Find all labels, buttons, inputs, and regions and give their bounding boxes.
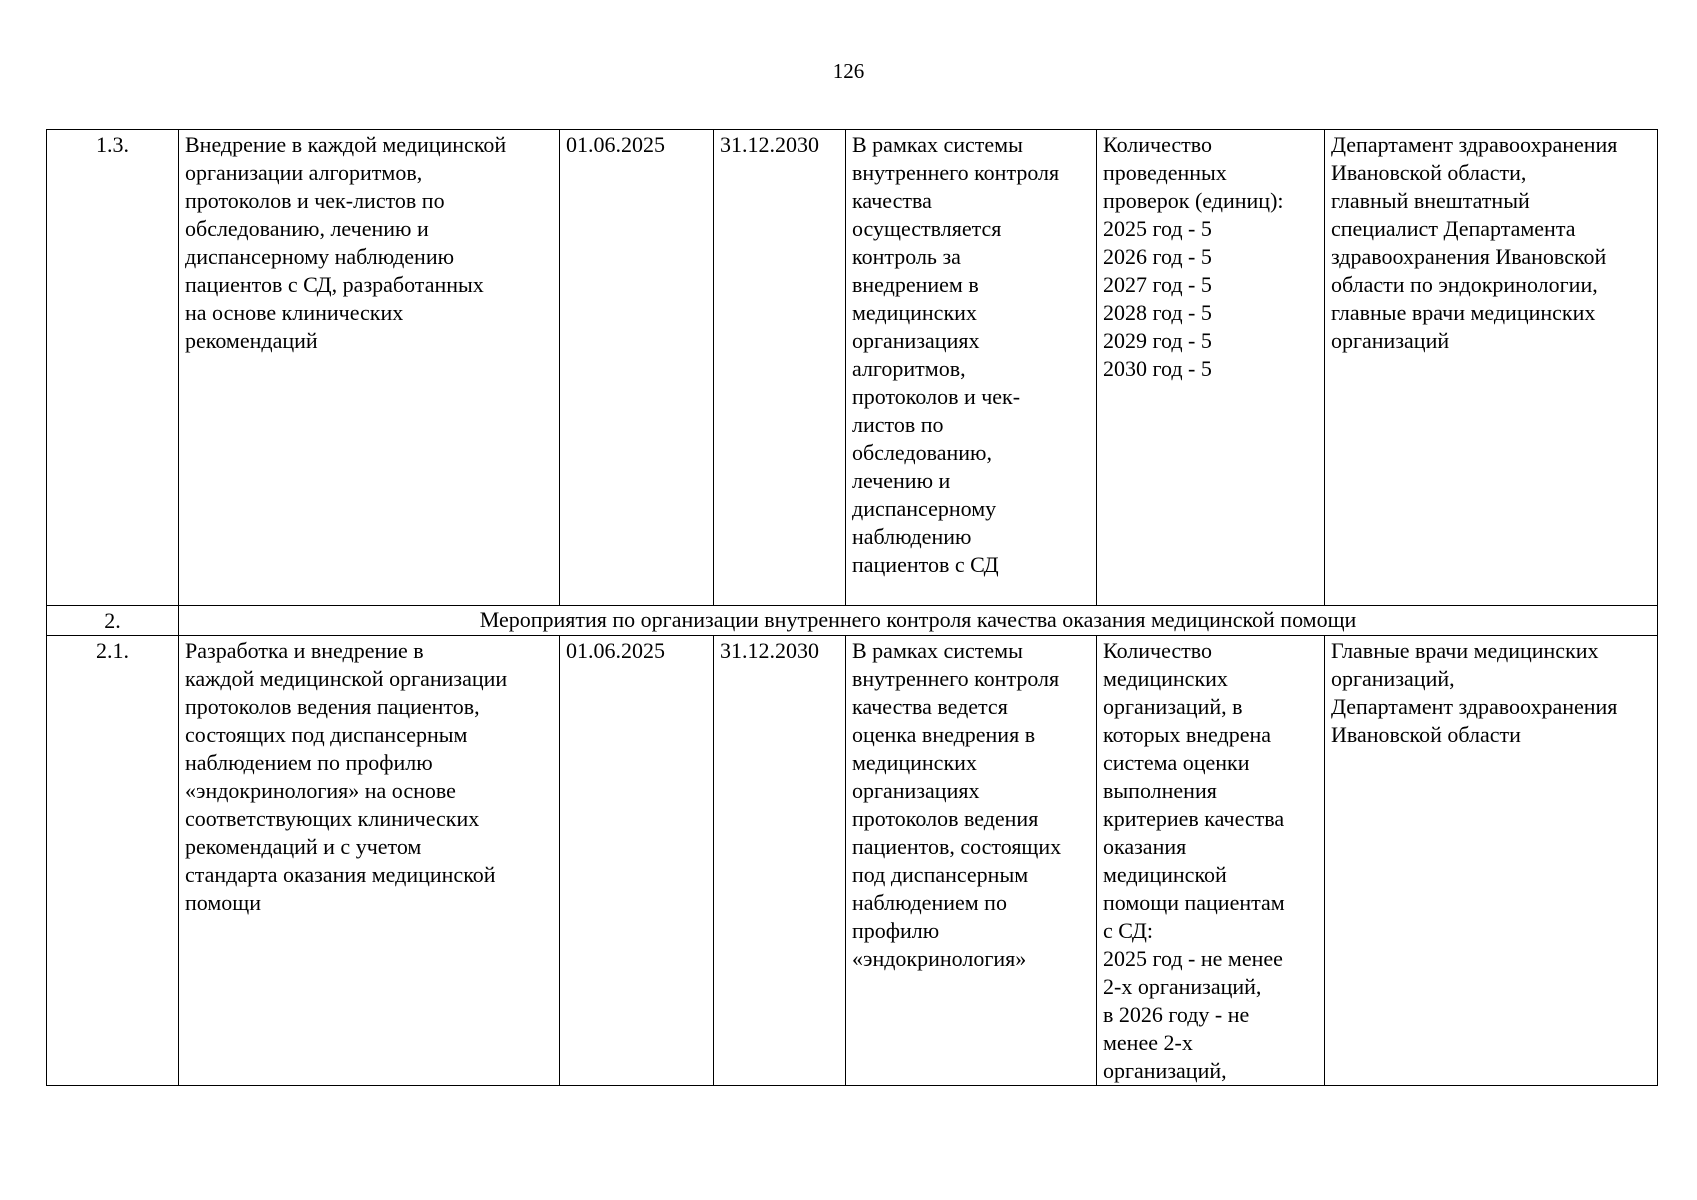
section-row [47,606,1658,636]
start-date-cell: 01.06.2025 [560,636,714,1086]
table-row [47,636,1658,1086]
action-plan-table [46,129,1658,1086]
indicator-cell: Количество проведенных проверок (единиц): 2025 год - 5 2026 год - 5 2027 год - 5 2028 год - 5 2029 год - 5 2030 год - 5 [1097,130,1325,606]
description-cell: В рамках системы внутреннего контроля качества ведется оценка внедрения в медицинских организациях протоколов ведения пациентов, состоящих под диспансерным наблюдением по профилю «эндокринология» [846,636,1097,1086]
activity-cell: Внедрение в каждой медицинской организации алгоритмов, протоколов и чек-листов по обследованию, лечению и диспансерному наблюдению пациентов с СД, разработанных на основе клинических рекомендаций [179,130,560,606]
section-title: Мероприятия по организации внутреннего контроля качества оказания медицинской помощи [179,606,1658,636]
item-number: 2.1. [47,636,179,1086]
responsible-cell: Департамент здравоохранения Ивановской области, главный внештатный специалист Департамента здравоохранения Ивановской области по эндокринологии, главные врачи медицинских организаций [1325,130,1658,606]
item-number: 1.3. [47,130,179,606]
end-date-cell: 31.12.2030 [714,636,846,1086]
activity-cell: Разработка и внедрение в каждой медицинской организации протоколов ведения пациентов, состоящих под диспансерным наблюдением по профилю «эндокринология» на основе соответствующих клинических рекомендаций и с учетом стандарта оказания медицинской помощи [179,636,560,1086]
indicator-cell: Количество медицинских организаций, в которых внедрена система оценки выполнения критериев качества оказания медицинской помощи пациентам с СД: 2025 год - не менее 2-х организаций, в 2026 году - не менее 2-х организаций, [1097,636,1325,1086]
page-number: 126 [832,59,865,83]
table-row [47,130,1658,606]
end-date-cell: 31.12.2030 [714,130,846,606]
responsible-cell: Главные врачи медицинских организаций, Департамент здравоохранения Ивановской области [1325,636,1658,1086]
section-number: 2. [47,606,179,636]
start-date-cell: 01.06.2025 [560,130,714,606]
description-cell: В рамках системы внутреннего контроля качества осуществляется контроль за внедрением в медицинских организациях алгоритмов, протоколов и чек- листов по обследованию, лечению и диспансерному наблюдению пациентов с СД [846,130,1097,606]
